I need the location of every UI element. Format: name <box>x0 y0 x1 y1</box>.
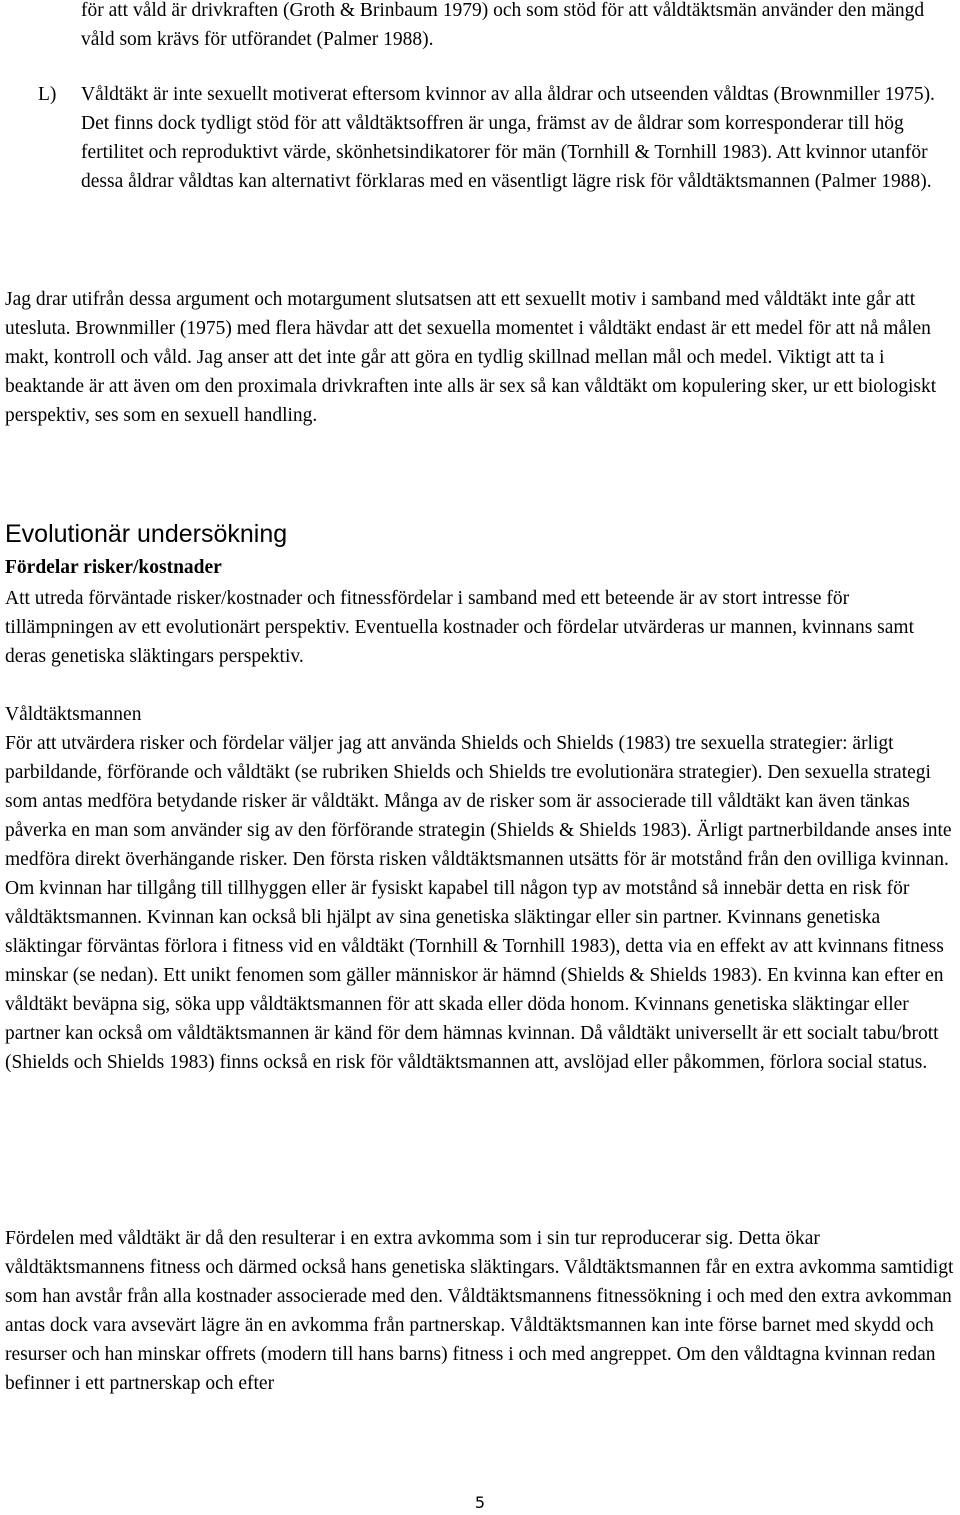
list-marker: L) <box>38 84 57 105</box>
conclusion-paragraph: Jag drar utifrån dessa argument och motargument slutsatsen att ett sexuellt motiv i samband med våldtäkt inte går att utesluta. Brownmiller (1975) med flera hävdar att det sexuella momentet i våldtäkt endast är ett medel för att nå målen makt, kontroll och våld. Jag anser att det inte går att göra en tydlig skillnad mellan mål och medel. Viktigt att ta i beaktande är att även om den proximala drivkraften inte alls är sex så kan våldtäkt om kopulering sker, ur ett biologiskt perspektiv, ses som en sexuell handling. <box>5 289 937 426</box>
page-number: 5 <box>474 1493 486 1512</box>
label-heading: Våldtäktsmannen <box>5 704 142 725</box>
risks-paragraph: För att utvärdera risker och fördelar väljer jag att använda Shields och Shields (1983) tre sexuella strategier: ärligt parbildande, förförande och våldtäkt (se rubriken Shields och Shields tre evolutionära strategier). Den sexuella strategi som antas medföra betydande risker är våldtäkt. Många av de risker som är associerade till våldtäkt kan även tänkas påverka en man som använder sig av den förförande strategin (Shields & Shields 1983). Ärligt partnerbildande anses inte medföra direkt överhängande risker. Den första risken våldtäktsmannen utsätts för är motstånd från den ovilliga kvinnan. Om kvinnan har tillgång till tillhyggen eller är fysiskt kapabel till någon typ av motstånd så innebär detta en risk för våldtäktsmannen. Kvinnan kan också bli hjälpt av sina genetiska släktingar eller sin partner. Kvinnans genetiska släktingar förväntas förlora i fitness vid en våldtäkt (Tornhill & Tornhill 1983), detta via en effekt av att kvinnans fitness minskar (se nedan). Ett unikt fenomen som gäller människor är hämnd (Shields & Shields 1983). En kvinna kan efter en våldtäkt beväpna sig, söka upp våldtäktsmannen för att skada eller döda honom. Kvinnans genetiska släktingar eller partner kan också om våldtäktsmannen är känd för dem hämnas kvinnan. Då våldtäkt universellt är ett socialt tabu/brott (Shields och Shields 1983) finns också en risk för våldtäktsmannen att, avslöjad eller påkommen, förlora social status. <box>5 733 952 1073</box>
list-item-l <box>38 80 950 196</box>
intro-paragraph: Att utreda förväntade risker/kostnader och fitnessfördelar i samband med ett beteende är av stort intresse för tillämpningen av ett evolutionärt perspektiv. Eventuella kostnader och fördelar utvärderas ur mannen, kvinnans samt deras genetiska släktingars perspektiv. <box>5 588 914 667</box>
section-heading: Evolutionär undersökning <box>5 520 288 548</box>
continuation-paragraph: för att våld är drivkraften (Groth & Brinbaum 1979) och som stöd för att våldtäktsmän använder den mängd våld som krävs för utförandet (Palmer 1988). <box>81 0 925 50</box>
benefits-paragraph: Fördelen med våldtäkt är då den resulterar i en extra avkomma som i sin tur reproducerar sig. Detta ökar våldtäktsmannens fitness och därmed också hans genetiska släktingars. Våldtäktsmannen får en extra avkomma samtidigt som han avstår från alla kostnader associerade med den. Våldtäktsmannens fitnessökning i och med den extra avkomman antas dock vara avsevärt lägre än en avkomma från partnerskap. Våldtäktsmannen kan inte förse barnet med skydd och resurser och han minskar offrets (modern till hans barns) fitness i och med angreppet. Om den våldtagna kvinnan redan befinner i ett partnerskap och efter <box>5 1228 954 1394</box>
list-item-text: Våldtäkt är inte sexuellt motiverat eftersom kvinnor av alla åldrar och utseenden våldtas (Brownmiller 1975). Det finns dock tydligt stöd för att våldtäktsoffren är unga, främst av de åldrar som korresponderar till hög fertilitet och reproduktivt värde, skönhetsindikatorer för män (Tornhill & Tornhill 1983). Att kvinnor utanför dessa åldrar våldtas kan alternativt förklaras med en väsentligt lägre risk för våldtäktsmannen (Palmer 1988). <box>81 84 935 192</box>
subheading: Fördelar risker/kostnader <box>5 557 222 578</box>
